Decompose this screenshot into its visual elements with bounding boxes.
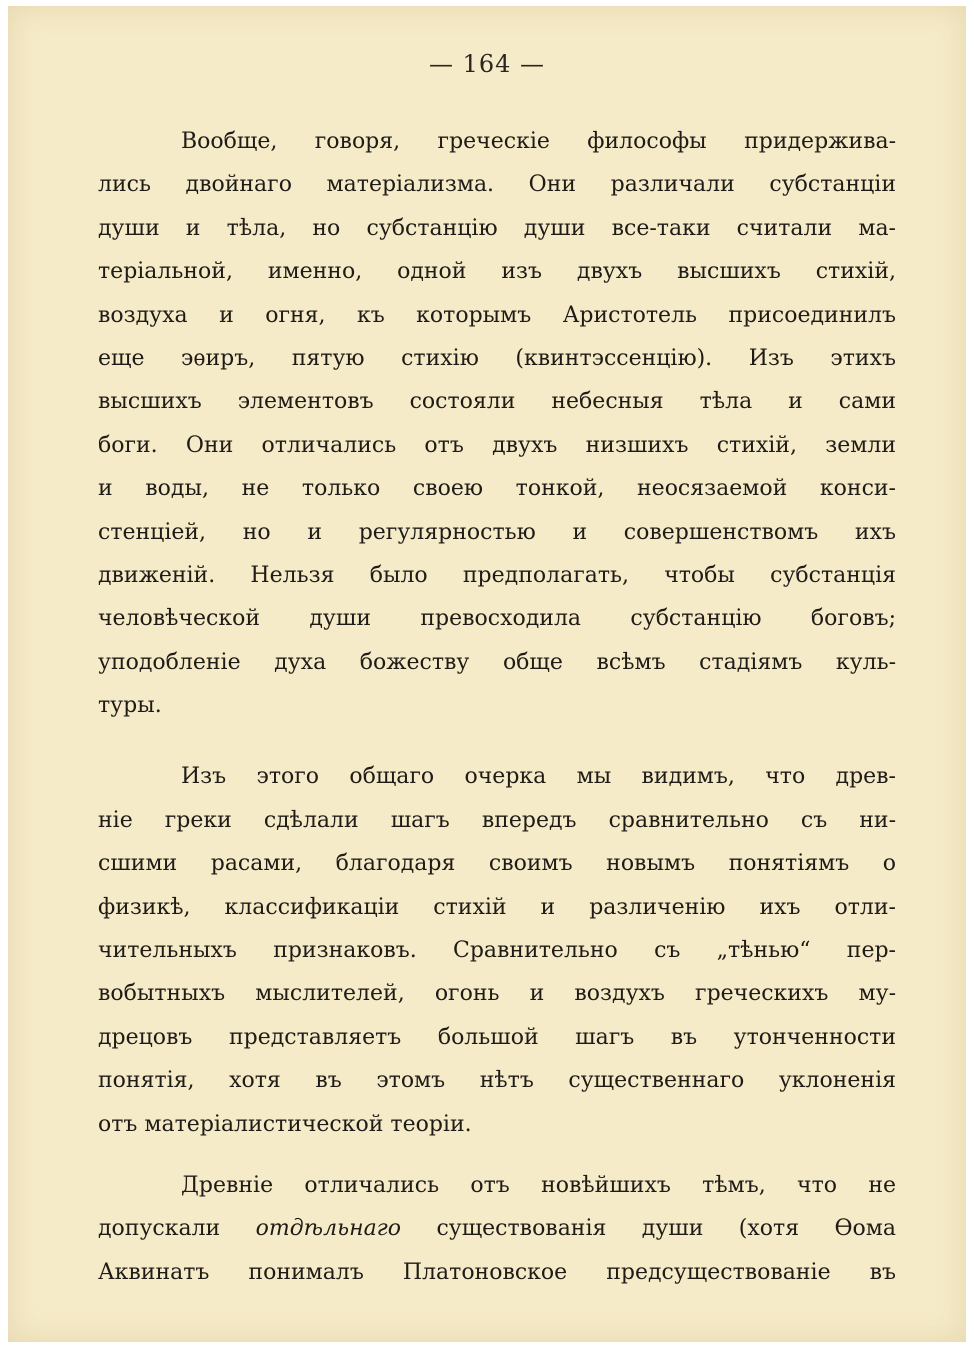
text-line: еще эѳиръ, пятую стихію (квинтэссенцію). Изъ этихъ [98,345,896,371]
text-line: понятія, хотя въ этомъ нѣтъ существеннаго уклоненія [98,1068,896,1094]
text-segment: допускали [98,1216,256,1242]
paragraph-1 [98,120,896,727]
text-line: лись двойнаго матеріализма. Они различали субстанціи [98,172,896,198]
paragraph-3 [98,1164,896,1294]
paragraph-gap [98,1146,896,1164]
text-line: человѣческой души превосходила субстанцію боговъ; [98,606,896,632]
text-line: отъ матеріалистической теоріи. [98,1111,472,1137]
text-line: движеній. Нельзя было предполагать, чтобы субстанція [98,562,896,588]
text-line: физикѣ, классификаціи стихій и различенію ихъ отли- [98,894,896,920]
text-line: Аквинатъ понималъ Платоновское предсуществованіе въ [98,1259,896,1285]
text-line: уподобленіе духа божеству обще всѣмъ стадіямъ куль- [98,649,896,675]
italic-emphasis: отдѣльнаго [255,1216,402,1242]
text-line: ніе греки сдѣлали шагъ впередъ сравнительно съ ни- [98,807,896,833]
text-line: Изъ этого общаго очерка мы видимъ, что древ- [181,764,896,790]
text-line: Вообще, говоря, греческіе философы придержива- [181,129,896,154]
text-line: дрецовъ представляетъ большой шагъ въ утонченности [98,1024,896,1050]
text-line: души и тѣла, но субстанцію души все-таки считали ма- [98,215,896,241]
text-line: высшихъ элементовъ состояли небесныя тѣла и сами [98,389,896,415]
text-segment: существованія души (хотя Ѳома [401,1216,896,1242]
text-line: чительныхъ признаковъ. Сравнительно съ „тѣнью“ пер- [98,938,896,964]
text-line: боги. Они отличались отъ двухъ низшихъ стихій, земли [98,432,896,458]
text-line: вобытныхъ мыслителей, огонь и воздухъ греческихъ му- [98,981,896,1007]
page-number: — 164 — [428,50,546,78]
text-line [98,1207,896,1250]
text-line: туры. [98,693,162,719]
text-line: стенціей, но и регулярностью и совершенствомъ ихъ [98,519,896,545]
text-line: теріальной, именно, одной изъ двухъ высшихъ стихій, [98,259,896,285]
paragraph-gap [98,727,896,755]
page-text [98,120,896,1294]
text-line: и воды, не только своею тонкой, неосязаемой конси- [98,476,896,502]
paragraph-2 [98,755,896,1146]
text-line: Древніе отличались отъ новѣйшихъ тѣмъ, что не [181,1172,896,1198]
text-line: сшими расами, благодаря своимъ новымъ понятіямъ о [98,851,896,877]
text-line: воздуха и огня, къ которымъ Аристотель присоединилъ [98,302,896,328]
